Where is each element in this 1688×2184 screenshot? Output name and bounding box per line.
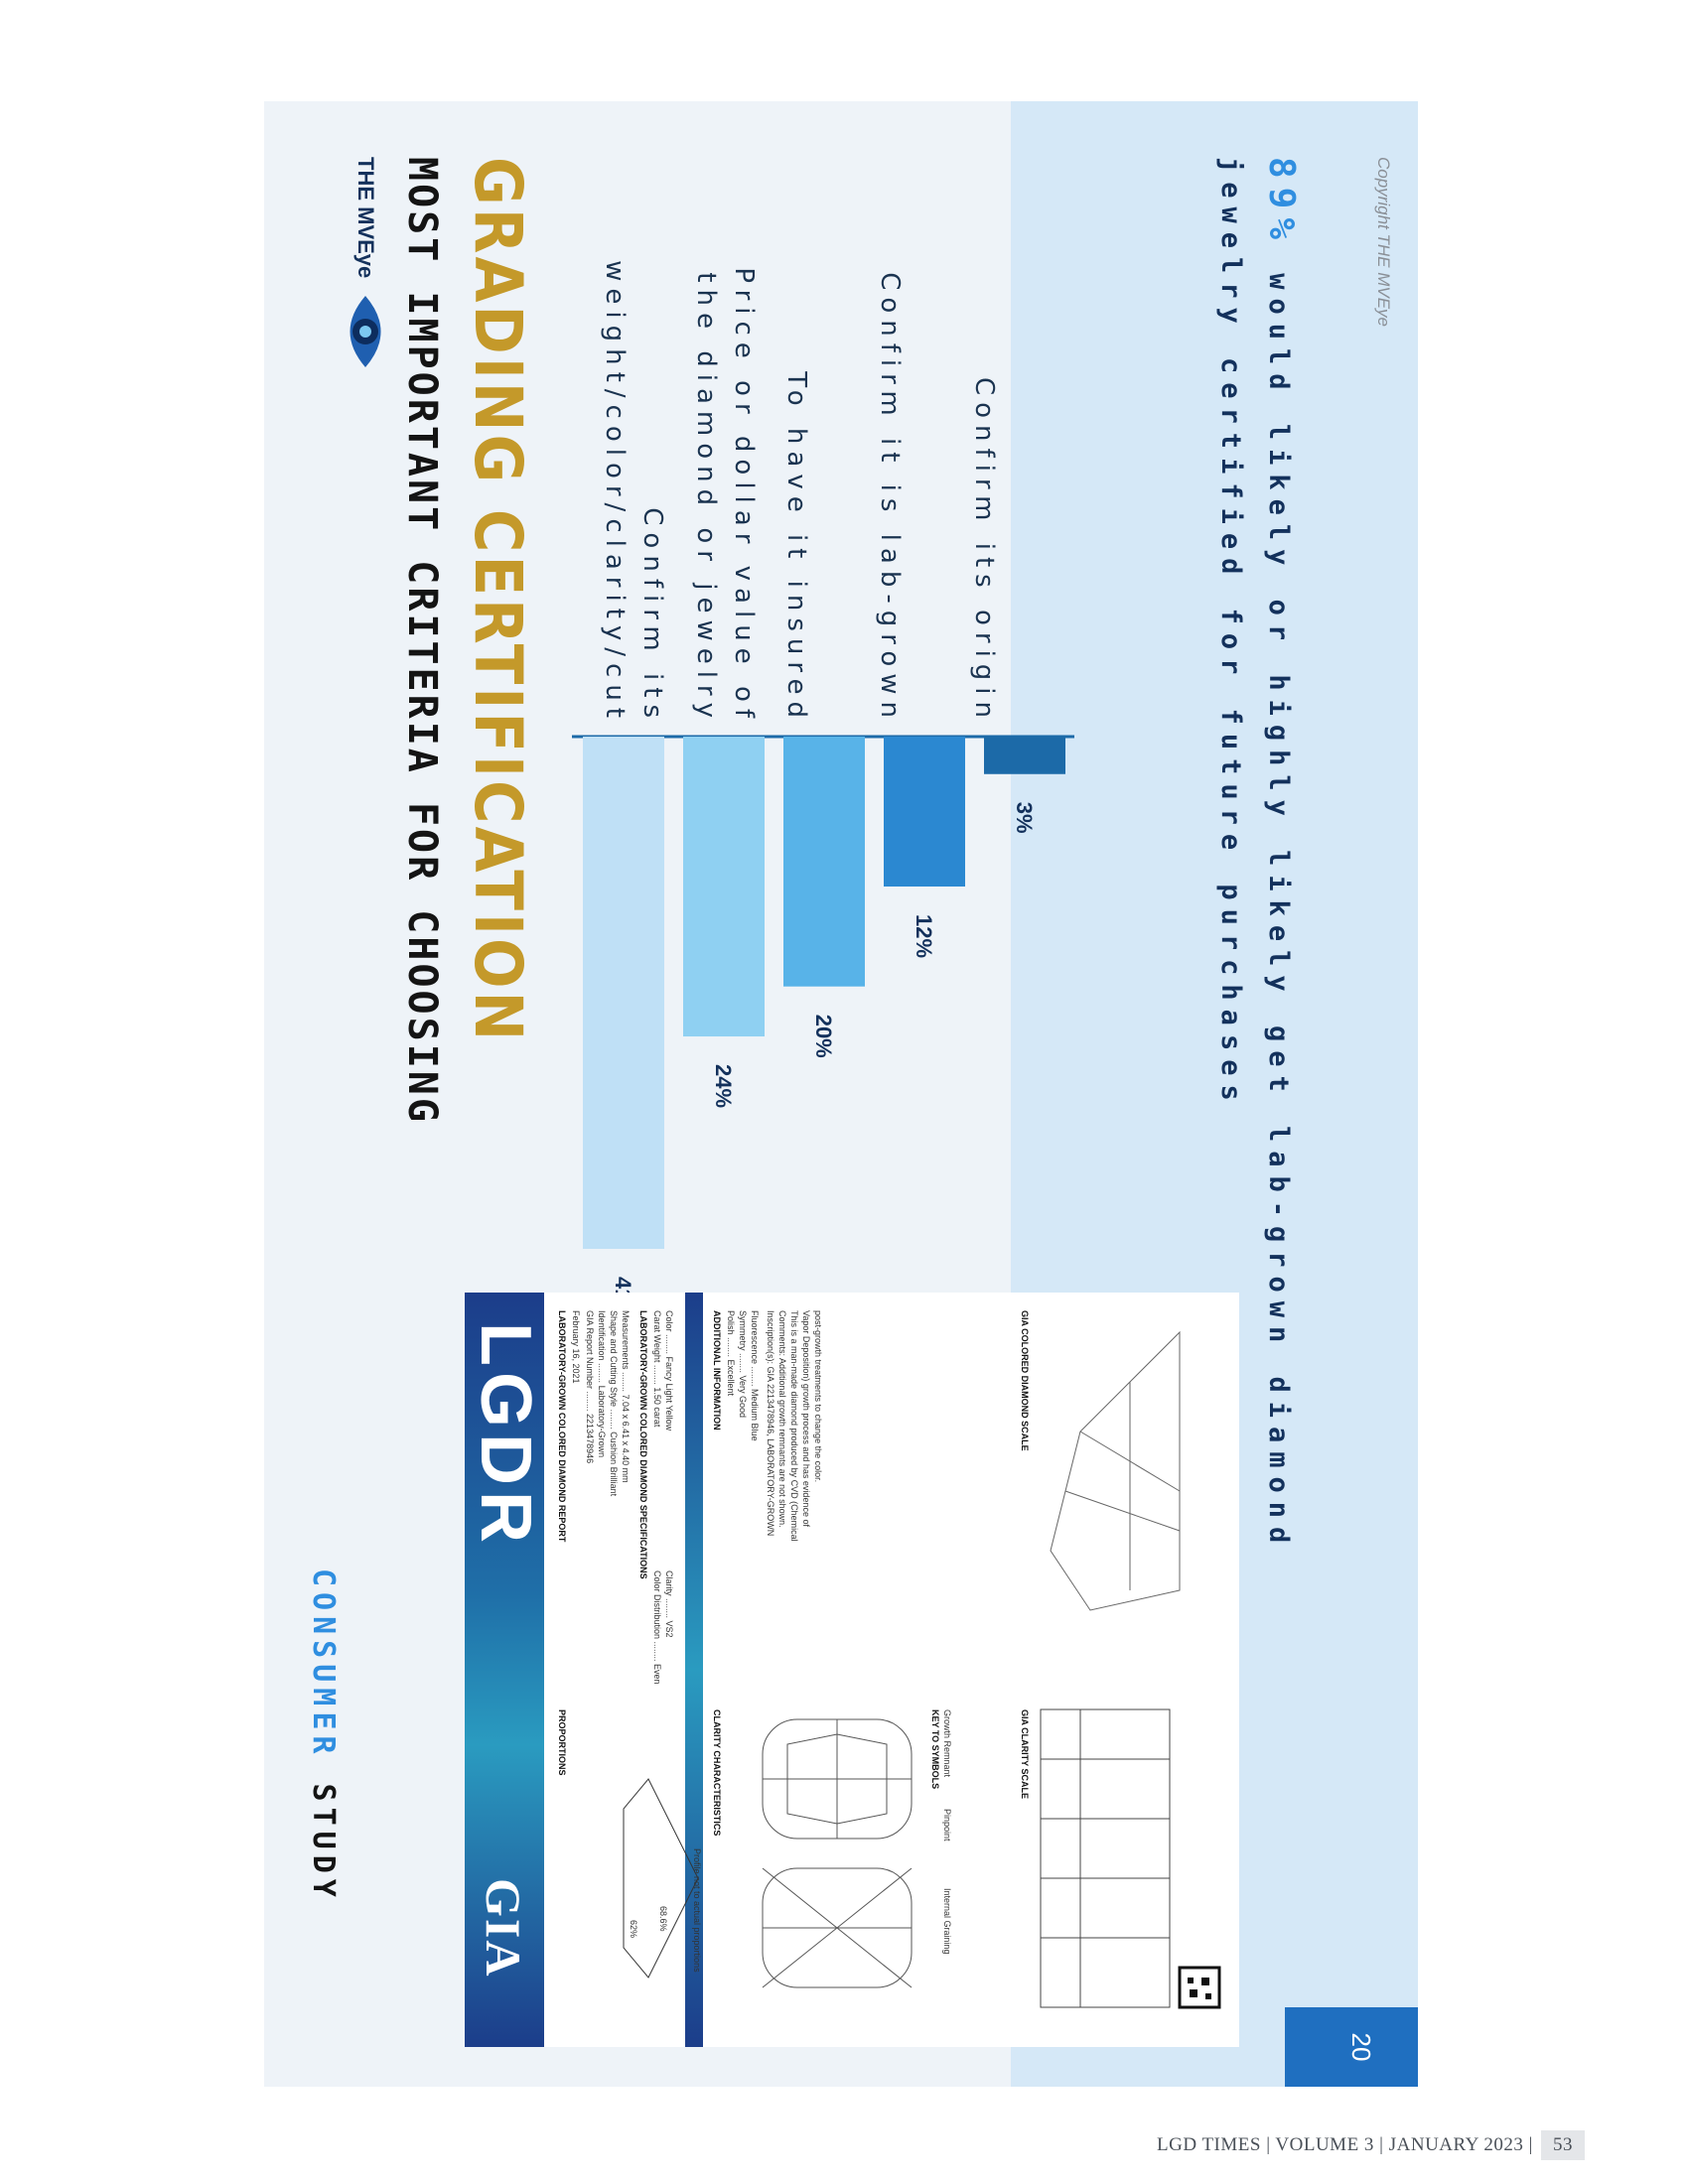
footer-text: LGD TIMES | VOLUME 3 | JANUARY 2023 | (1157, 2134, 1533, 2155)
report-proportions-heading: PROPORTIONS (557, 1709, 567, 1776)
section-label-consumer: CONSUMER (306, 1569, 341, 1760)
highlight-line-2: jewelry certified for future purchases (1215, 157, 1246, 1110)
report-additional-heading: ADDITIONAL INFORMATION (712, 1310, 722, 1431)
category-label-origin-line-1: Confirm its origin (969, 377, 999, 725)
color-scale-diagram (1051, 1332, 1180, 1610)
report-clarity-heading: CLARITY CHARACTERISTICS (712, 1709, 722, 1837)
proportions-diagram (624, 1779, 698, 1978)
footer-page-number: 53 (1541, 2130, 1585, 2160)
report-clarity-scale-heading: GIA CLARITY SCALE (1020, 1709, 1030, 1800)
report-key-heading: KEY TO SYMBOLS (930, 1709, 940, 1790)
slide-content (264, 101, 1418, 2087)
report-key-item: Internal Graining (942, 1888, 952, 1955)
report-proportions-note: Profile not to actual proportions (692, 1848, 702, 1973)
report-spec-field: Color Distribution ........ Even (652, 1570, 662, 1685)
bar (583, 737, 664, 1249)
brand-name: THE MVEye (353, 157, 378, 279)
report-spec-field: Clarity ........ VS2 (664, 1570, 674, 1638)
report-comment: post-growth treatments to change the color. (813, 1310, 823, 1483)
bar-value-label: 24% (711, 1064, 736, 1109)
category-label-insured-line-1: To have it insured (781, 371, 811, 725)
bar-value-label: 3% (1012, 801, 1037, 834)
copyright-text: Copyright THE MVEye (1374, 157, 1393, 327)
category-label-price-line-1: Price or dollar value of (729, 267, 759, 725)
category-label-weight-line-2: weight/color/clarity/cut (600, 260, 630, 725)
report-key-item: Growth Remnant (942, 1709, 952, 1778)
category-label-lab-grown-line-1: Confirm it is lab-grown (875, 272, 905, 725)
bar (683, 737, 765, 1036)
chart-title-line-1: MOST IMPORTANT CRITERIA FOR CHOOSING (399, 157, 445, 1125)
report-spec-field: Carat Weight ........ 1.50 carat (652, 1310, 662, 1428)
section-label-study: STUDY (306, 1759, 341, 1903)
chart-title-line-2: GRADING CERTIFICATION (460, 157, 536, 1044)
clarity-scale-table (1041, 1709, 1170, 2007)
report-title: LGDR (466, 1322, 545, 1549)
slide-page-number-text: 20 (1346, 2032, 1376, 2062)
category-label-price-line-2: the diamond or jewelry (691, 272, 721, 725)
report-date: February 16, 2021 (571, 1310, 581, 1384)
bar (884, 737, 965, 887)
category-label-weight-line-1: Confirm its (637, 507, 667, 725)
report-comment: This is a man-made diamond produced by CVD (Chemical (789, 1310, 799, 1542)
report-additional-field: Polish ........ Excellent (726, 1310, 736, 1397)
report-spec-heading: LABORATORY-GROWN COLORED DIAMOND SPECIFICATIONS (638, 1310, 648, 1579)
highlight-line-1: would likely or highly likely get lab-grown diamond (1263, 248, 1294, 1553)
report-spec-field: Color ........ Fancy Light Yellow (664, 1310, 674, 1432)
report-proportion-table: 62% (629, 1920, 638, 1939)
qr-code-icon (1180, 1968, 1219, 2007)
bar (984, 737, 1065, 774)
report-comment: Vapor Deposition) growth process and has evidence of (801, 1310, 811, 1527)
highlight-percentage: 89% (1261, 157, 1302, 249)
report-field: Measurements ........ 7.04 x 6.41 x 4.40 mm (621, 1310, 631, 1483)
report-field: Shape and Cutting Style ........ Cushion Brilliant (609, 1310, 619, 1497)
report-additional-field: Symmetry ........ Very Good (738, 1310, 748, 1419)
clarity-plot-pavilion (763, 1868, 912, 1987)
slide-panel (264, 101, 1418, 2087)
report-doc-heading: LABORATORY-GROWN COLORED DIAMOND REPORT (557, 1310, 567, 1543)
page-footer (1157, 2130, 1585, 2160)
clarity-plot-crown (763, 1719, 912, 1839)
report-field: GIA Report Number ........ 2213478946 (585, 1310, 595, 1464)
bar (783, 737, 865, 987)
report-proportion-depth: 68.6% (658, 1906, 668, 1932)
report-diagrams (544, 1293, 1239, 2047)
report-color-scale-heading: GIA COLORED DIAMOND SCALE (1020, 1310, 1030, 1451)
bar-value-label: 12% (912, 914, 936, 959)
report-field: Identification ........ Laboratory-Grown (597, 1310, 607, 1458)
report-comment: Comments: Additional growth remnants are not shown. (777, 1310, 787, 1528)
gia-logo: GIA (476, 1878, 531, 1979)
report-additional-field: Fluorescence ........ Medium Blue (750, 1310, 760, 1441)
gia-report-image (465, 1293, 1239, 2047)
bar-value-label: 20% (811, 1014, 836, 1058)
report-key-item: Pinpoint (942, 1809, 952, 1842)
section-label (306, 1569, 341, 1903)
report-comment: Inscription(s): GIA 2213478946, LABORATORY-GROWN (766, 1310, 775, 1537)
